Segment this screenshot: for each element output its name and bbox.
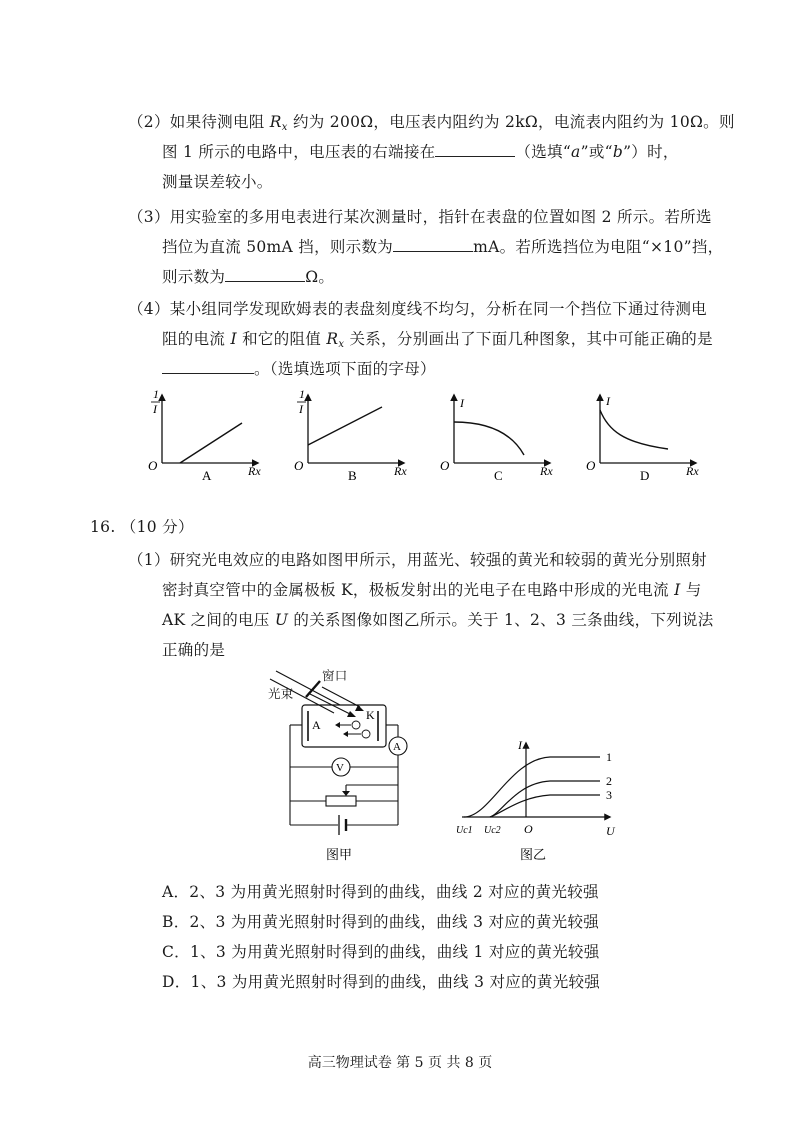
curve-3 bbox=[490, 795, 600, 817]
q3-line-3: 则示数为 Ω。 bbox=[162, 265, 334, 287]
label-beam: 光束 bbox=[268, 686, 294, 701]
graph-b-ylabel: I bbox=[299, 402, 303, 416]
graph-d-label: D bbox=[640, 468, 650, 483]
uc1-label: Uc1 bbox=[456, 825, 473, 836]
label-window: 窗口 bbox=[322, 668, 348, 683]
q2-label: （2） bbox=[128, 113, 170, 131]
curve-1 bbox=[464, 757, 600, 817]
graph-b-origin: O bbox=[294, 458, 304, 473]
voltmeter-label: V bbox=[336, 762, 344, 774]
q3-line-2: 挡位为直流 50mA 挡，则示数为 mA。若所选挡位为电阻“×10”挡， bbox=[162, 235, 723, 257]
graph-d-curve bbox=[600, 410, 668, 449]
graph-a-line bbox=[180, 423, 242, 463]
graph-a-origin: O bbox=[148, 458, 158, 473]
yi-xlabel: U bbox=[606, 824, 615, 838]
label-a: A bbox=[312, 718, 321, 732]
answer-blank-q2[interactable] bbox=[435, 141, 515, 158]
q4-line-3: 。（选填选项下面的字母） bbox=[162, 357, 436, 379]
choice-b[interactable]: B．2、3 为用黄光照射时得到的曲线，曲线 3 对应的黄光较强 bbox=[162, 913, 600, 931]
q4-label: （4） bbox=[128, 300, 170, 318]
choice-c[interactable]: C．1、3 为用黄光照射时得到的曲线，曲线 1 对应的黄光较强 bbox=[162, 943, 600, 961]
graph-d-origin: O bbox=[586, 458, 596, 473]
q4-line-1: （4）某小组同学发现欧姆表的表盘刻度线不均匀，分析在同一个挡位下通过待测电 bbox=[128, 300, 707, 318]
graph-a-xlabel: Rx bbox=[248, 464, 261, 478]
q3-label: （3） bbox=[128, 208, 170, 226]
graph-d-ylabel: I bbox=[606, 394, 610, 408]
yi-ylabel: I bbox=[518, 738, 522, 752]
graph-d-xlabel: Rx bbox=[686, 464, 699, 478]
uc2-label: Uc2 bbox=[484, 825, 501, 836]
choice-a[interactable]: A．2、3 为用黄光照射时得到的曲线，曲线 2 对应的黄光较强 bbox=[162, 883, 599, 901]
graph-b[interactable] bbox=[294, 387, 407, 483]
q16-header bbox=[90, 515, 194, 537]
q2-line-1: （2）如果待测电阻 $R_x$ 约为 200Ω，电压表内阻约为 2kΩ，电流表内阻约为 10Ω。则 bbox=[128, 113, 735, 133]
choice-d[interactable]: D．1、3 为用黄光照射时得到的曲线，曲线 3 对应的黄光较强 bbox=[162, 973, 601, 991]
q16-line-1: （1）研究光电效应的电路如图甲所示，用蓝光、较强的黄光和较弱的黄光分别照射 bbox=[128, 551, 707, 569]
graph-b-line bbox=[308, 407, 382, 445]
q2-line-3: 测量误差较小。 bbox=[162, 173, 273, 191]
electron-icon bbox=[352, 721, 360, 729]
graph-a-one: 1 bbox=[153, 387, 159, 401]
q2-line-2: 图 1 所示的电路中，电压表的右端接在 （选填“a”或“b”）时， bbox=[162, 140, 679, 162]
page-footer: 高三物理试卷 第 5 页 共 8 页 bbox=[307, 1055, 493, 1071]
ammeter-label: A bbox=[393, 741, 401, 753]
rheostat-icon bbox=[326, 796, 356, 806]
figure-yi-iu-curves bbox=[450, 735, 625, 865]
q16-line-3: AK 之间的电压 U 的关系图像如图乙所示。关于 1、2、3 三条曲线，下列说法 bbox=[162, 611, 714, 629]
answer-blank-q3-current[interactable] bbox=[393, 236, 473, 253]
graph-c-xlabel: Rx bbox=[540, 464, 553, 478]
curve-3-label: 3 bbox=[606, 788, 612, 802]
graph-b-xlabel: Rx bbox=[394, 464, 407, 478]
q3-line-1: （3）用实验室的多用电表进行某次测量时，指针在表盘的位置如图 2 所示。若所选 bbox=[128, 208, 712, 226]
graph-c-curve bbox=[454, 422, 524, 455]
window-icon bbox=[306, 681, 320, 697]
label-k: K bbox=[366, 708, 375, 722]
graph-a-label: A bbox=[202, 468, 212, 483]
answer-blank-q3-resistance[interactable] bbox=[225, 266, 305, 283]
graph-d[interactable] bbox=[586, 394, 699, 483]
q16-label: （1） bbox=[128, 551, 170, 569]
yi-origin: O bbox=[524, 822, 533, 836]
curve-1-label: 1 bbox=[606, 750, 612, 764]
graph-a-ylabel: I bbox=[153, 402, 157, 416]
q16-line-4: 正确的是 bbox=[162, 641, 226, 659]
q16-score: （10 分） bbox=[120, 518, 194, 536]
curve-2-label: 2 bbox=[606, 774, 612, 788]
graph-c-ylabel: I bbox=[460, 396, 464, 410]
graph-c-label: C bbox=[494, 468, 503, 483]
q16-number: 16. bbox=[90, 518, 116, 536]
graph-a[interactable] bbox=[148, 387, 261, 483]
answer-blank-q4[interactable] bbox=[162, 358, 254, 375]
graph-b-one: 1 bbox=[299, 387, 305, 401]
graph-c-origin: O bbox=[440, 458, 450, 473]
electron-icon bbox=[362, 730, 370, 738]
caption-yi: 图乙 bbox=[520, 847, 547, 862]
q16-line-2: 密封真空管中的金属极板 K，极板发射出的光电子在电路中形成的光电流 I 与 bbox=[162, 581, 702, 599]
curve-2 bbox=[490, 781, 600, 817]
caption-jia: 图甲 bbox=[326, 847, 353, 862]
option-graphs bbox=[140, 385, 720, 495]
graph-b-label: B bbox=[348, 468, 357, 483]
q4-line-2: 阻的电流 I 和它的阻值 $R_x$ 关系，分别画出了下面几种图象，其中可能正确的是 bbox=[162, 330, 713, 350]
graph-c[interactable] bbox=[440, 395, 553, 483]
